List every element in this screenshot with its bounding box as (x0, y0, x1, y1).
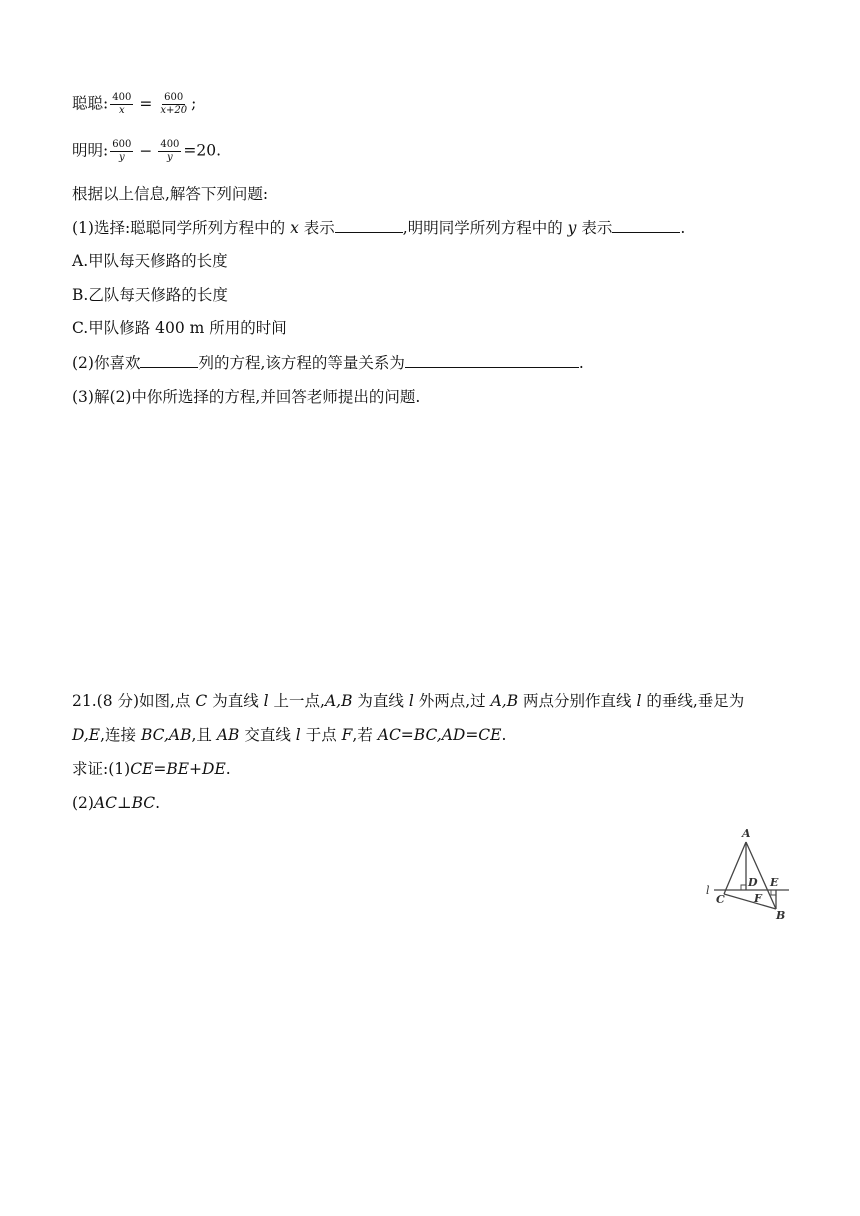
text-segment: BC (131, 794, 156, 812)
text-segment: CE=BE+DE (130, 760, 226, 778)
text-segment: 于点 (300, 726, 342, 744)
text-segment: 为直线 (207, 692, 264, 710)
text-segment: 两点分别作直线 (518, 692, 637, 710)
text-segment: ,连接 (100, 726, 141, 744)
text-segment: 交直线 (239, 726, 296, 744)
text-segment: AC=BC,AD=CE (377, 726, 502, 744)
option-c: C.甲队修路 400 m 所用的时间 (72, 319, 287, 337)
segment-ac (724, 842, 746, 894)
mingming-label: 明明: (72, 141, 109, 160)
problem-21-line-2 (72, 724, 506, 746)
text-segment: A,B (490, 692, 519, 710)
label-e: E (770, 876, 779, 889)
question-1: (1)选择:聪聪同学所列方程中的 x 表示 ,明明同学所列方程中的 y 表示 . (72, 219, 686, 237)
fraction: $\frac{600}{y}$ (112, 139, 132, 163)
text-segment: ,且 (191, 726, 217, 744)
text-segment: 上一点, (268, 692, 325, 710)
question-3: (3)解(2)中你所选择的方程,并回答老师提出的问题. (72, 388, 421, 406)
text-segment: BC,AB (140, 726, 192, 744)
text-segment: 为直线 (352, 692, 409, 710)
fraction: $\frac{600}{x+20}$ (160, 92, 188, 116)
question-2: (2)你喜欢 列的方程,该方程的等量关系为 . (72, 354, 584, 372)
text-segment: AB (216, 726, 240, 744)
text-segment: C (195, 692, 208, 710)
option-b: B.乙队每天修路的长度 (72, 286, 228, 304)
congcong-equation: 聪聪: $\frac{400}{x}$ = $\frac{600}{x+20}$ ; (72, 92, 197, 116)
text-segment: A,B (324, 692, 353, 710)
answer-blank[interactable] (405, 353, 579, 368)
text-segment: ,若 (352, 726, 378, 744)
text-segment: . (501, 726, 507, 744)
answer-blank[interactable] (140, 353, 198, 368)
text-segment: l (263, 692, 269, 710)
intro-text: 根据以上信息,解答下列问题: (72, 185, 269, 203)
right-angle-mark-d (741, 885, 746, 890)
text-segment: l (636, 692, 642, 710)
geometry-figure (700, 822, 800, 924)
congcong-label: 聪聪: (72, 94, 109, 113)
text-segment: l (295, 726, 301, 744)
text-segment: 21.(8 分)如图,点 (72, 692, 196, 710)
label-l: l (706, 884, 710, 897)
label-f: F (754, 892, 762, 905)
text-segment: . (225, 760, 231, 778)
text-segment: (2) (72, 794, 94, 812)
text-segment: . (155, 794, 161, 812)
fraction: $\frac{400}{x}$ (112, 92, 132, 116)
problem-21-proof-2 (72, 792, 160, 814)
text-segment: ⊥ (117, 794, 132, 812)
text-segment: 求证:(1) (72, 760, 131, 778)
problem-21-proof-1 (72, 758, 231, 780)
segment-cb (724, 894, 776, 909)
answer-blank[interactable] (335, 218, 403, 233)
answer-blank[interactable] (612, 218, 680, 233)
text-segment: 的垂线,垂足为 (641, 692, 745, 710)
label-d: D (748, 876, 758, 889)
label-b: B (776, 909, 786, 922)
text-segment: 外两点,过 (413, 692, 491, 710)
fraction: $\frac{400}{y}$ (160, 139, 180, 163)
text-segment: AC (93, 794, 118, 812)
label-a: A (742, 827, 751, 840)
option-a: A.甲队每天修路的长度 (72, 252, 228, 270)
text-segment: l (408, 692, 414, 710)
right-angle-mark-e (771, 890, 776, 895)
label-c: C (716, 893, 725, 906)
text-segment: F (341, 726, 353, 744)
mingming-equation: 明明: $\frac{600}{y}$ − $\frac{400}{y}$ =20. (72, 139, 222, 163)
problem-21-line-1 (72, 690, 744, 712)
text-segment: D,E (72, 726, 101, 744)
